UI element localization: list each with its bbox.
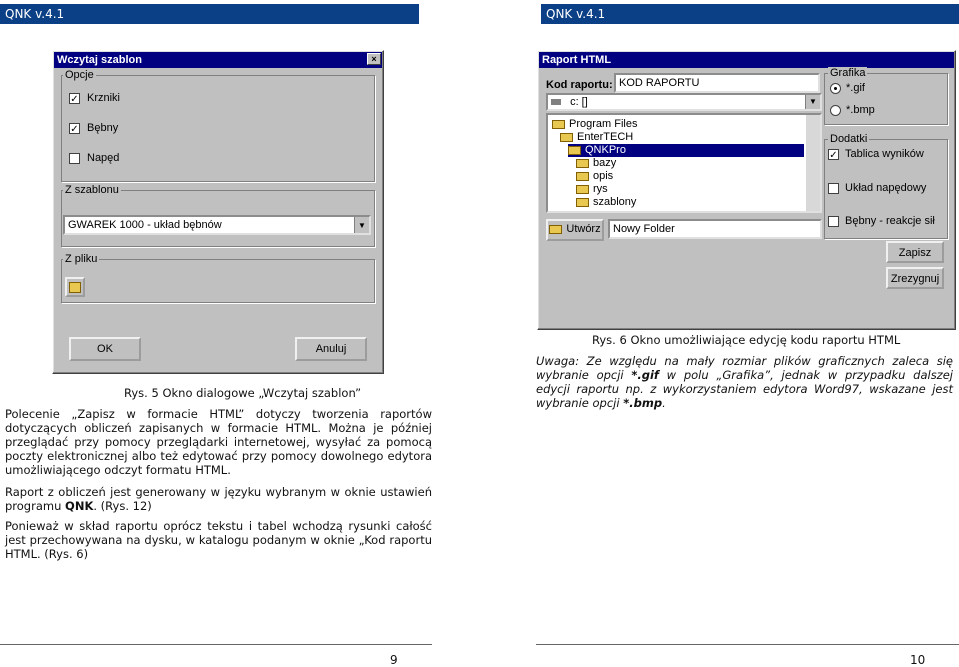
left-header-title: QNK v.4.1 (5, 7, 65, 21)
cancel-button[interactable] (295, 337, 367, 361)
folder-icon (576, 172, 589, 181)
chevron-down-icon[interactable]: ▼ (354, 217, 369, 233)
folder-icon (576, 185, 589, 194)
html-report-dialog (537, 50, 956, 330)
left-paragraph-2-bold: QNK (65, 499, 94, 513)
new-folder-value: Nowy Folder (613, 223, 675, 235)
option-label-krzniki: Krzniki (87, 92, 121, 104)
ok-button[interactable] (69, 337, 141, 361)
folder-qnkpro[interactable]: QNKPro (568, 144, 804, 157)
right-header-title: QNK v.4.1 (546, 7, 606, 21)
folder-opis[interactable]: opis (576, 170, 613, 183)
extras-group-label: Dodatki (830, 133, 868, 145)
template-select-value: GWAREK 1000 - układ bębnów (68, 219, 222, 231)
report-dialog-title: Raport HTML (542, 54, 612, 66)
folder-program-files[interactable]: Program Files (552, 118, 637, 131)
create-folder-label: Utwórz (566, 223, 601, 235)
open-file-button[interactable] (65, 277, 85, 297)
cancel-button-label: Anuluj (315, 343, 347, 355)
graphics-radio-bmp[interactable] (830, 105, 841, 116)
graphics-group-label: Grafika (830, 67, 866, 79)
left-paragraph-3: Ponieważ w skład raportu oprócz tekstu i tabel wchodzą rysunki całość jest przechowywana na dysku, w katalogu podanym w oknie „Kod raportu HTML. (Rys. 6) (5, 519, 432, 561)
extras-checkbox-drive-system[interactable] (828, 183, 839, 194)
resign-button[interactable] (886, 267, 944, 289)
report-code-value: KOD RAPORTU (619, 77, 700, 89)
dialog-title: Wczytaj szablon (57, 54, 142, 66)
ok-button-label: OK (97, 343, 113, 355)
new-folder-input[interactable] (608, 219, 822, 239)
drive-chevron-down-icon[interactable]: ▼ (805, 95, 820, 109)
graphics-label-gif: *.gif (846, 82, 865, 94)
folder-open-icon (568, 146, 581, 155)
open-file-icon (69, 282, 81, 293)
left-page-header (0, 4, 419, 24)
graphics-radio-gif[interactable] (830, 83, 841, 94)
left-paragraph-2-text: Raport z obliczeń jest generowany w języku wybranym w oknie ustawień programu (5, 485, 432, 513)
left-paragraph-2-tail: . (Rys. 12) (93, 499, 152, 513)
right-note-middle: w polu „Grafika”, jednak w przypadku dalszej edycji raportu np. z wykorzystaniem edytora Word97, wskazane jest wybranie opcji (536, 368, 953, 410)
left-paragraph-2 (5, 485, 432, 513)
folder-icon (560, 133, 573, 142)
folder-szablony[interactable]: szablony (576, 196, 636, 209)
extras-checkbox-results-table[interactable]: ✓ (829, 150, 838, 161)
option-checkbox-naped[interactable] (69, 153, 80, 164)
folder-icon (576, 159, 589, 168)
option-checkbox-bebny[interactable]: ✓ (70, 124, 79, 135)
extras-label-drive-system: Układ napędowy (845, 182, 927, 194)
left-footer-rule (0, 644, 432, 645)
template-select[interactable] (63, 215, 371, 235)
option-label-bebny: Bębny (87, 122, 119, 134)
left-paragraph-1: Polecenie „Zapisz w formacie HTML” dotyczy tworzenia raportów dotyczących obliczeń zapisanych w formacie HTML. Można je później przeglądać przy pomocy przeglądarki internetowej, wysyłać za pomocą poczty elektronicznej albo też edytować przy pomocy dowolnego edytora umożliwiającego odczyt formatu HTML. (5, 407, 432, 477)
figure-caption-right: Rys. 6 Okno umożliwiające edycję kodu raportu HTML (592, 333, 901, 347)
option-checkbox-krzniki[interactable]: ✓ (70, 94, 79, 105)
folder-entertech[interactable]: EnterTECH (560, 131, 633, 144)
figure-caption-left: Rys. 5 Okno dialogowe „Wczytaj szablon” (124, 386, 362, 400)
save-button-label: Zapisz (898, 247, 932, 259)
load-template-dialog (52, 50, 384, 374)
folder-rys[interactable]: rys (576, 183, 608, 196)
folder-tree[interactable] (546, 113, 822, 213)
file-group (61, 259, 375, 303)
right-note (536, 354, 953, 410)
graphics-group (824, 73, 948, 125)
resign-button-label: Zrezygnuj (890, 273, 940, 285)
save-button[interactable] (886, 241, 944, 263)
graphics-label-bmp: *.bmp (846, 104, 875, 116)
folder-icon (576, 198, 589, 207)
right-note-bmp: *.bmp (623, 396, 663, 410)
right-note-end: . (662, 396, 666, 410)
dialog-title-bar (54, 52, 382, 68)
folder-icon (549, 225, 562, 234)
drive-select[interactable] (546, 93, 822, 111)
template-group-label: Z szablonu (65, 184, 119, 196)
right-note-text: Uwaga: Ze względu na mały rozmiar plików graficznych zaleca się wybranie opcji (536, 354, 953, 382)
page-number-right: 10 (910, 653, 926, 667)
report-code-label: Kod raportu: (546, 79, 613, 91)
folder-bazy[interactable]: bazy (576, 157, 616, 170)
extras-label-drum-forces: Bębny - reakcje sił (845, 215, 935, 227)
file-group-label: Z pliku (65, 253, 98, 265)
extras-label-results-table: Tablica wyników (845, 148, 924, 160)
folder-scrollbar[interactable] (806, 115, 820, 211)
page-number-left: 9 (390, 653, 398, 667)
option-label-naped: Napęd (87, 152, 120, 164)
folder-icon (552, 120, 565, 129)
right-note-gif: *.gif (631, 368, 659, 382)
report-dialog-title-bar (539, 52, 954, 68)
report-code-input[interactable] (614, 73, 820, 93)
options-group-label: Opcje (65, 69, 94, 81)
right-page-header (541, 4, 959, 24)
close-icon[interactable]: × (367, 53, 381, 65)
drive-select-value: c: [] (570, 96, 588, 108)
create-folder-button[interactable] (546, 219, 604, 241)
drive-icon (551, 99, 561, 105)
right-footer-rule (536, 644, 959, 645)
extras-checkbox-drum-forces[interactable] (828, 216, 839, 227)
